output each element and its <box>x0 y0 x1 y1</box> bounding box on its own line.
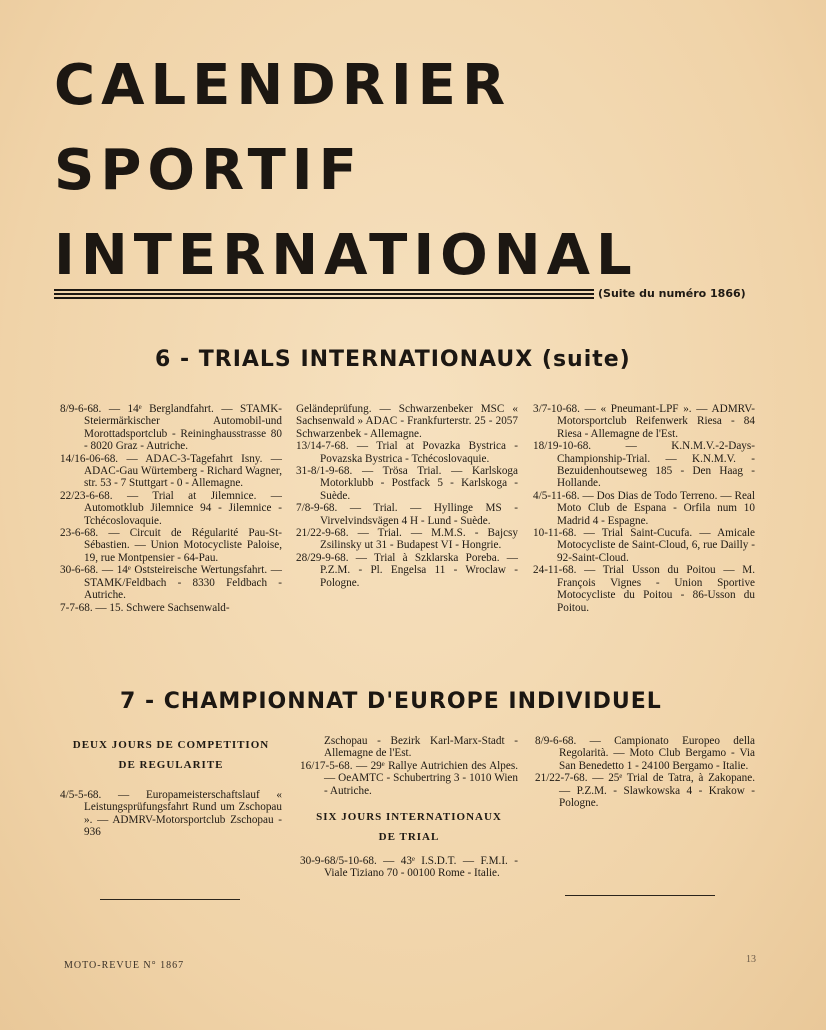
list-item: 14/16-06-68. — ADAC-3-Tagefahrt Isny. — ADAC-Gau Würtemberg - Richard Wagner, str. 53 - 7 Stuttgart - 0 - Allemagne. <box>60 452 282 490</box>
title-line-3: INTERNATIONAL <box>54 223 638 288</box>
list-item: 24-11-68. — Trial Usson du Poitou — M. François Vignes - Union Sportive Motocycliste du Poitou - 86-Usson du Poitou. <box>533 564 755 614</box>
list-item: 8/9-6-68. — Campionato Europeo della Regolarità. — Moto Club Bergamo - Via San Benedetto 1 - 24100 Bergamo - Italie. <box>535 735 755 772</box>
list-item: 22/23-6-68. — Trial at Jilemnice. — Automotklub Jilemnice 94 - Jilemnice - Tchécoslovaquie. <box>60 489 282 527</box>
list-item: 7/8-9-68. — Trial. — Hyllinge MS - Virvelvindsvägen 4 H - Lund - Suède. <box>296 502 518 527</box>
list-item: 13/14-7-68. — Trial at Povazka Bystrica - Povazska Bystrica - Tchécoslovaquie. <box>296 440 518 465</box>
list-item: 31-8/1-9-68. — Trösa Trial. — Karlskoga Motorklubb - Postfack 5 - Karlskoga - Suède. <box>296 465 518 502</box>
list-item: 4/5-11-68. — Dos Dias de Todo Terreno. — Real Moto Club de Espana - Orfila num 10 Madrid 4 - Espagne. <box>533 489 755 527</box>
title-line-1: CALENDRIER <box>54 53 512 118</box>
section-7-column-3 <box>535 735 755 809</box>
list-item: 4/5-5-68. — Europameisterschaftslauf « Leistungsprüfungsfahrt Rund um Zschopau ». — ADMRV-Motorsportclub Zschopau - 936 <box>60 789 282 839</box>
divider <box>565 895 715 896</box>
subheading-line: SIX JOURS INTERNATIONAUX <box>316 811 502 824</box>
list-item: 8/9-6-68. — 14ᵉ Berglandfahrt. — STAMK-Steiermärkischer Automobil-und Morottadsportclub - Reininghausstrasse 80 - 8020 Graz - Autriche. <box>60 403 282 453</box>
list-item: 23-6-68. — Circuit de Régularité Pau-St-Sébastien. — Union Motocycliste Paloise, 19, rue Montpensier - 64-Pau. <box>60 527 282 564</box>
subheading <box>60 735 282 775</box>
section-7-heading: 7 - CHAMPIONNAT D'EUROPE INDIVIDUEL <box>120 689 662 714</box>
list-item: 28/29-9-68. — Trial à Szklarska Poreba. — P.Z.M. - Pl. Engelsa 11 - Wroclaw - Pologne. <box>296 551 518 589</box>
section-6-column-1 <box>60 403 282 614</box>
list-item: 7-7-68. — 15. Schwere Sachsenwald- <box>60 601 230 614</box>
subheading-line: DEUX JOURS DE COMPETITION <box>72 739 270 751</box>
list-item: 3/7-10-68. — « Pneumant-LPF ». — ADMRV-Motorsportclub Reifenwerk Riesa - 84 Riesa - Allemagne de l'Est. <box>533 403 755 440</box>
list-item: Geländeprüfung. — Schwarzenbeker MSC « Sachsenwald » ADAC - Frankfurterstr. 25 - 2057 Schwarzenbek - Allemagne. <box>296 403 518 440</box>
title-rule <box>54 289 594 301</box>
list-item: 10-11-68. — Trial Saint-Cucufa. — Amicale Motocycliste de Saint-Cloud, 6, rue Dailly - 92-Saint-Cloud. <box>533 527 755 564</box>
continuation-note: (Suite du numéro 1866) <box>598 287 746 300</box>
list-item: 21/22-9-68. — Trial. — M.M.S. - Bajcsy Zsilinsky ut 31 - Budapest VI - Hongrie. <box>296 527 518 552</box>
divider <box>100 899 240 900</box>
section-6-heading: 6 - TRIALS INTERNATIONAUX (suite) <box>155 347 631 372</box>
subheading <box>300 807 518 847</box>
list-item: 30-9-68/5-10-68. — 43ᵉ I.S.D.T. — F.M.I. - Viale Tiziano 70 - 00100 Rome - Italie. <box>300 855 518 880</box>
subheading-line: DE REGULARITE <box>118 759 224 771</box>
page-number: 13 <box>746 954 756 965</box>
list-item: 16/17-5-68. — 29ᵉ Rallye Autrichien des Alpes. — OeAMTC - Schubertring 3 - 1010 Wien - Autriche. <box>300 759 518 797</box>
section-6-column-3 <box>533 403 755 614</box>
list-item: 18/19-10-68. — K.N.M.V.-2-Days-Championship-Trial. — K.N.M.V. - Bezuidenhoutseweg 185 - Den Haag - Hollande. <box>533 440 755 490</box>
list-item: 30-6-68. — 14ᵉ Oststeireische Wertungsfahrt. — STAMK/Feldbach - 8330 Feldbach - Autriche. <box>60 564 282 602</box>
title-line-2: SPORTIF <box>54 138 363 203</box>
list-item: Zschopau - Bezirk Karl-Marx-Stadt - Allemagne de l'Est. <box>324 735 518 760</box>
footer-magazine: MOTO-REVUE N° 1867 <box>64 960 185 971</box>
list-item: 21/22-7-68. — 25ᵉ Trial de Tatra, à Zakopane. — P.Z.M. - Slawkowska 4 - Krakow - Pologne. <box>535 772 755 810</box>
section-7-column-1 <box>60 735 282 839</box>
section-7-column-2 <box>300 735 518 880</box>
section-6-column-2 <box>296 403 518 589</box>
subheading-line: DE TRIAL <box>378 831 440 844</box>
